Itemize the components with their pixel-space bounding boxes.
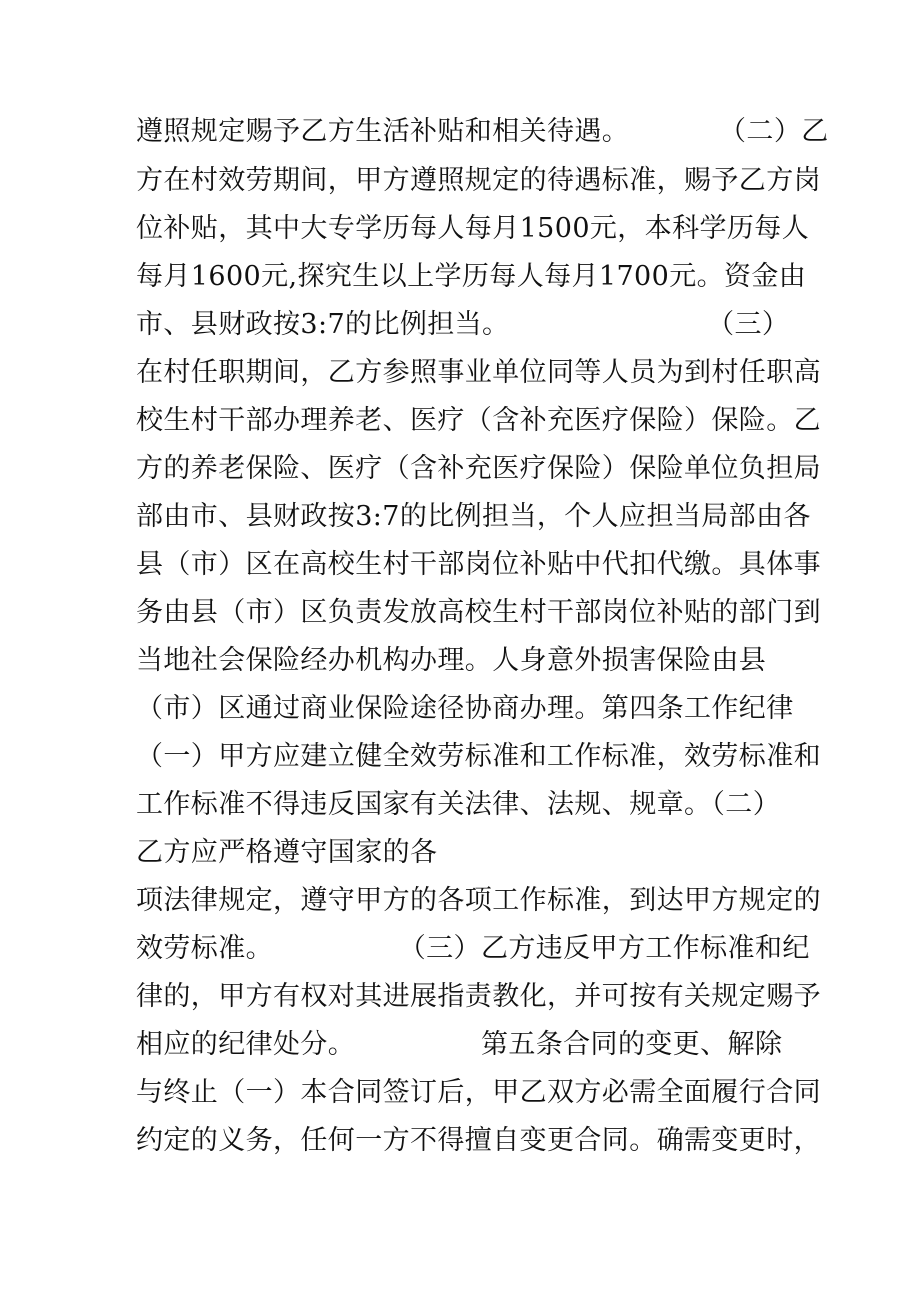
text-line: 市、县财政按3:7的比例担当。 （三）	[136, 309, 790, 340]
text-line: 校生村干部办理养老、医疗（含补充医疗保险）保险。乙	[136, 405, 821, 436]
text-line: （市）区通过商业保险途径协商办理。第四条工作纪律	[136, 693, 794, 724]
text-line: 位补贴，其中大专学历每人每月1500元，本科学历每人	[136, 213, 810, 244]
text-line: 每月1600元,探究生以上学历每人每月1700元。资金由	[136, 261, 807, 292]
text-line: 相应的纪律处分。 第五条合同的变更、解除	[136, 1029, 783, 1060]
text-line: 项法律规定，遵守甲方的各项工作标准，到达甲方规定的	[136, 885, 821, 916]
text-line: 工作标准不得违反国家有关法律、法规、规章。（二）	[136, 789, 781, 820]
text-line: 遵照规定赐予乙方生活补贴和相关待遇。 （二）乙	[136, 116, 829, 147]
text-line: 约定的义务，任何一方不得擅自变更合同。确需变更时，	[136, 1125, 821, 1156]
text-line: 务由县（市）区负责发放高校生村干部岗位补贴的部门到	[136, 597, 821, 628]
text-line: 县（市）区在高校生村干部岗位补贴中代扣代缴。具体事	[136, 549, 821, 580]
text-line: 部由市、县财政按3:7的比例担当，个人应担当局部由各	[136, 501, 811, 532]
text-line: 与终止（一）本合同签订后，甲乙双方必需全面履行合同	[136, 1077, 821, 1108]
text-line: 律的，甲方有权对其进展指责教化，并可按有关规定赐予	[136, 981, 821, 1012]
text-line: 效劳标准。 （三）乙方违反甲方工作标准和纪	[136, 933, 810, 964]
text-line: 当地社会保险经办机构办理。人身意外损害保险由县	[136, 645, 767, 676]
text-line: （一）甲方应建立健全效劳标准和工作标准，效劳标准和	[136, 741, 821, 772]
text-line: 在村任职期间，乙方参照事业单位同等人员为到村任职高	[136, 357, 821, 388]
text-line: 方在村效劳期间，甲方遵照规定的待遇标准，赐予乙方岗	[136, 165, 821, 196]
text-line: 方的养老保险、医疗（含补充医疗保险）保险单位负担局	[136, 453, 821, 484]
text-line: 乙方应严格遵守国家的各	[136, 837, 438, 868]
